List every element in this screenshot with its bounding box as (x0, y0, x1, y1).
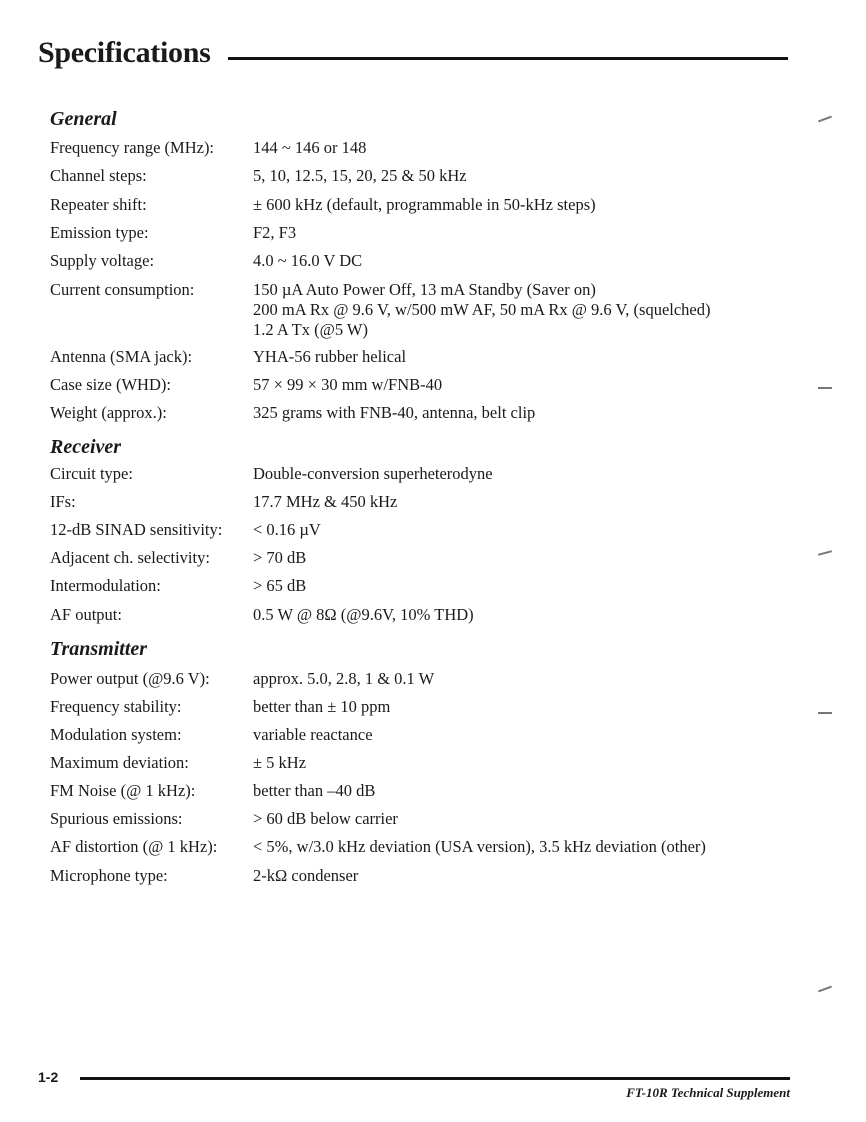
spec-label: Maximum deviation: (50, 753, 189, 772)
spec-value-line: > 70 dB (253, 548, 307, 567)
spec-value-line: 17.7 MHz & 450 kHz (253, 492, 398, 511)
spec-value-line: 2-kΩ condenser (253, 866, 359, 885)
spec-value-line: YHA-56 rubber helical (253, 347, 407, 366)
spec-label: AF output: (50, 605, 122, 624)
spec-value-line: > 65 dB (253, 576, 307, 595)
spec-value-line: ± 5 kHz (253, 753, 307, 772)
spec-label: Repeater shift: (50, 195, 147, 214)
spec-value (253, 347, 406, 367)
spec-value (253, 492, 397, 512)
spec-value-line: 1.2 A Tx (@5 W) (253, 320, 368, 339)
spec-value (253, 138, 366, 158)
spec-value (253, 809, 398, 829)
spec-value (253, 866, 358, 886)
spec-value (253, 520, 321, 540)
page-number: 1-2 (38, 1069, 59, 1085)
spec-value (253, 837, 706, 857)
spec-value (253, 375, 442, 395)
spec-label: Emission type: (50, 223, 149, 242)
spec-value-line: 0.5 W @ 8Ω (@9.6V, 10% THD) (253, 605, 474, 624)
spec-label: 12-dB SINAD sensitivity: (50, 520, 223, 539)
spec-label: AF distortion (@ 1 kHz): (50, 837, 218, 856)
spec-value (253, 605, 474, 625)
spec-value (253, 753, 306, 773)
spec-value-line: < 5%, w/3.0 kHz deviation (USA version), 3.5 kHz deviation (other) (253, 837, 706, 856)
scan-mark (818, 712, 832, 714)
spec-label: IFs: (50, 492, 76, 511)
scan-mark (818, 387, 832, 389)
spec-label: FM Noise (@ 1 kHz): (50, 781, 196, 800)
spec-value-line: variable reactance (253, 725, 373, 744)
spec-value (253, 251, 362, 271)
spec-label: Case size (WHD): (50, 375, 171, 394)
spec-value (253, 223, 296, 243)
spec-label: Antenna (SMA jack): (50, 347, 193, 366)
spec-label: Channel steps: (50, 166, 147, 185)
spec-value-line: ± 600 kHz (default, programmable in 50-kHz steps) (253, 195, 596, 214)
spec-value-line: Double-conversion superheterodyne (253, 464, 493, 483)
scan-mark (818, 986, 832, 993)
spec-value (253, 781, 375, 801)
spec-value (253, 669, 434, 689)
spec-value-line: 200 mA Rx @ 9.6 V, w/500 mW AF, 50 mA Rx @ 9.6 V, (squelched) (253, 300, 711, 319)
spec-value (253, 548, 306, 568)
spec-label: Power output (@9.6 V): (50, 669, 210, 688)
spec-value-line: F2, F3 (253, 223, 297, 242)
spec-label: Microphone type: (50, 866, 168, 885)
section-heading-general: General (50, 108, 117, 130)
scan-mark (818, 550, 832, 556)
spec-value-line: > 60 dB below carrier (253, 809, 398, 828)
spec-value-line: 144 ~ 146 or 148 (253, 138, 367, 157)
spec-value (253, 166, 467, 186)
spec-value (253, 280, 711, 340)
footer-document-title: FT-10R Technical Supplement (626, 1085, 790, 1100)
spec-label: Frequency stability: (50, 697, 182, 716)
spec-value-line: approx. 5.0, 2.8, 1 & 0.1 W (253, 669, 435, 688)
spec-label: Spurious emissions: (50, 809, 183, 828)
footer-rule (80, 1077, 790, 1080)
spec-label: Weight (approx.): (50, 403, 167, 422)
spec-label: Frequency range (MHz): (50, 138, 215, 157)
section-heading-receiver: Receiver (50, 436, 122, 458)
spec-label: Circuit type: (50, 464, 133, 483)
spec-value-line: < 0.16 µV (253, 520, 321, 539)
spec-label: Current consumption: (50, 280, 195, 299)
spec-value (253, 725, 373, 745)
section-heading-transmitter: Transmitter (50, 638, 148, 660)
title-rule (228, 57, 788, 60)
spec-value (253, 697, 390, 717)
spec-label: Modulation system: (50, 725, 182, 744)
spec-value (253, 195, 596, 215)
page-title: Specifications (38, 36, 211, 69)
spec-value-line: 150 µA Auto Power Off, 13 mA Standby (Saver on) (253, 280, 596, 299)
spec-label: Supply voltage: (50, 251, 155, 270)
spec-label: Adjacent ch. selectivity: (50, 548, 210, 567)
spec-value (253, 464, 493, 484)
spec-value-line: 4.0 ~ 16.0 V DC (253, 251, 363, 270)
spec-value-line: better than ± 10 ppm (253, 697, 391, 716)
spec-value (253, 576, 306, 596)
spec-value-line: better than –40 dB (253, 781, 376, 800)
spec-value-line: 57 × 99 × 30 mm w/FNB-40 (253, 375, 443, 394)
spec-value (253, 403, 535, 423)
scan-mark (818, 116, 832, 123)
spec-value-line: 5, 10, 12.5, 15, 20, 25 & 50 kHz (253, 166, 467, 185)
spec-label: Intermodulation: (50, 576, 161, 595)
spec-value-line: 325 grams with FNB-40, antenna, belt clip (253, 403, 536, 422)
